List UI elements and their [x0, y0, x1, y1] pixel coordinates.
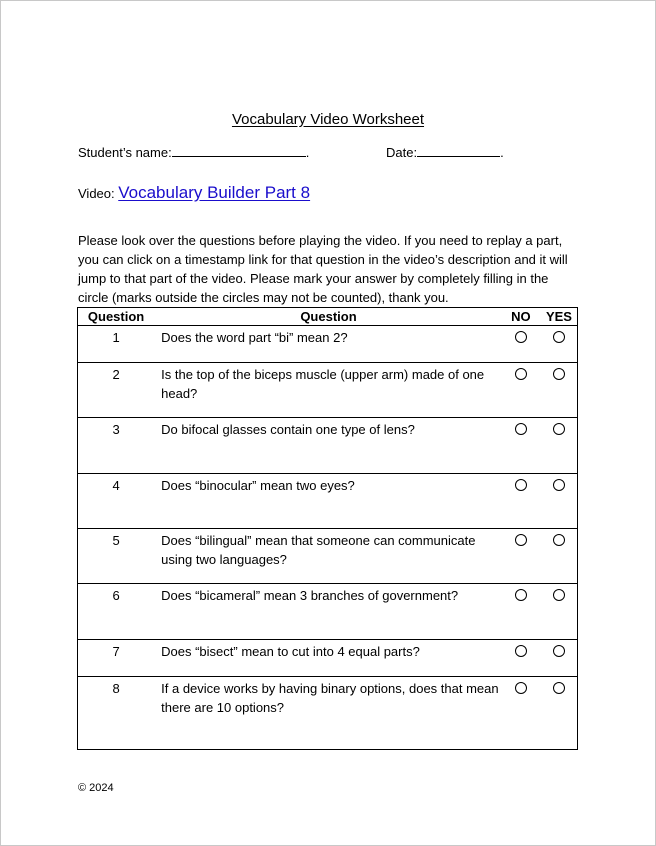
student-name-field	[78, 144, 309, 162]
yes-answer-circle[interactable]	[553, 589, 565, 601]
student-name-suffix: .	[305, 145, 310, 160]
table-row	[77, 326, 578, 363]
instructions-text: Please look over the questions before playing the video. If you need to replay a part, you can click on a timestamp link for that question in the video’s description and it will jump to that part of the video. Please mark your answer by completely filling in the circle (marks outside the circles may not be counted), thank you.	[78, 233, 568, 305]
no-answer-circle[interactable]	[515, 423, 527, 435]
no-answer-circle[interactable]	[515, 534, 527, 546]
question-text: Do bifocal glasses contain one type of lens?	[161, 422, 415, 437]
yes-answer-circle[interactable]	[553, 534, 565, 546]
no-answer-circle[interactable]	[515, 645, 527, 657]
question-text: Is the top of the biceps muscle (upper arm) made of one head?	[161, 367, 485, 401]
question-text: Does the word part “bi” mean 2?	[161, 330, 348, 345]
table-row	[77, 474, 578, 529]
no-answer-circle[interactable]	[515, 331, 527, 343]
page-title: Vocabulary Video Worksheet	[231, 111, 425, 128]
question-number: 5	[112, 533, 120, 548]
date-blank[interactable]	[417, 144, 500, 157]
date-label: Date:	[386, 145, 418, 160]
question-number: 6	[112, 588, 120, 603]
student-name-label: Student’s name:	[78, 145, 172, 160]
question-number: 1	[112, 330, 120, 345]
date-suffix: .	[500, 145, 504, 160]
header-question-text: Question	[155, 307, 502, 326]
header-question-number: Question	[77, 307, 155, 326]
question-number: 2	[112, 367, 120, 382]
question-number: 8	[112, 681, 120, 696]
video-link[interactable]: Vocabulary Builder Part 8	[118, 183, 311, 202]
question-number: 4	[112, 478, 120, 493]
yes-answer-circle[interactable]	[553, 368, 565, 380]
video-line	[78, 183, 310, 203]
table-row	[77, 529, 578, 584]
question-table	[77, 307, 578, 748]
no-answer-circle[interactable]	[515, 368, 527, 380]
question-text: Does “bisect” mean to cut into 4 equal parts?	[161, 644, 420, 659]
table-row	[77, 363, 578, 418]
table-header-row	[77, 307, 578, 326]
yes-answer-circle[interactable]	[553, 682, 565, 694]
question-text: Does “bicameral” mean 3 branches of government?	[161, 588, 459, 603]
yes-answer-circle[interactable]	[553, 479, 565, 491]
table-row	[77, 418, 578, 474]
table-row	[77, 677, 578, 748]
video-label: Video:	[78, 186, 119, 201]
yes-answer-circle[interactable]	[553, 331, 565, 343]
date-field	[386, 144, 504, 160]
no-answer-circle[interactable]	[515, 589, 527, 601]
table-row	[77, 640, 578, 677]
copyright-notice: © 2024	[78, 782, 114, 794]
yes-answer-circle[interactable]	[553, 423, 565, 435]
question-number: 7	[112, 644, 120, 659]
table-row	[77, 584, 578, 640]
yes-answer-circle[interactable]	[553, 645, 565, 657]
question-text: Does “binocular” mean two eyes?	[161, 478, 355, 493]
header-yes: YES	[540, 307, 578, 326]
question-text: If a device works by having binary options, does that mean there are 10 options?	[161, 681, 499, 715]
no-answer-circle[interactable]	[515, 682, 527, 694]
student-name-blank[interactable]	[172, 144, 306, 157]
question-number: 3	[112, 422, 120, 437]
no-answer-circle[interactable]	[515, 479, 527, 491]
question-text: Does “bilingual” mean that someone can communicate using two languages?	[161, 533, 476, 567]
header-no: NO	[502, 307, 540, 326]
